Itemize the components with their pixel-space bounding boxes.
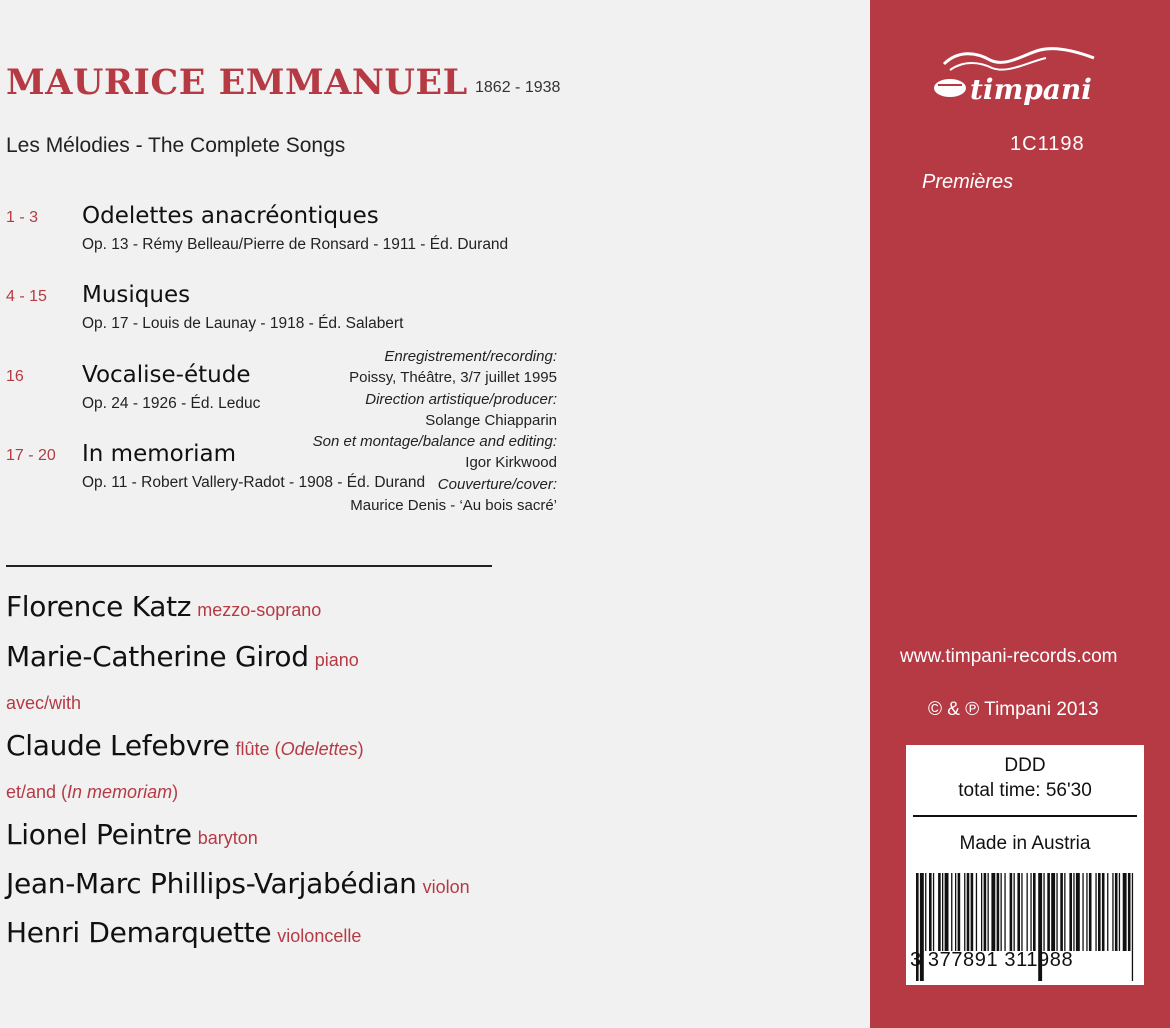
- barcode-bar: [1128, 873, 1131, 951]
- work-title: Odelettes anacréontiques: [82, 203, 379, 229]
- made-in: Made in Austria: [959, 833, 1091, 854]
- barcode-bar: [1001, 873, 1002, 951]
- performer: [6, 729, 364, 762]
- barcode-bar: [925, 873, 926, 951]
- performer-name: Claude Lefebvre: [6, 729, 230, 762]
- barcode-bar: [955, 873, 956, 951]
- timpani-logo: [928, 40, 1098, 110]
- logo-text: timpani: [970, 73, 1092, 106]
- barcode-bar: [967, 873, 970, 951]
- track-range: 16: [6, 368, 24, 385]
- performer: [6, 818, 258, 851]
- barcode-bar: [1004, 873, 1005, 951]
- work-details: Op. 24 - 1926 - Éd. Leduc: [82, 395, 261, 412]
- ddd-label: DDD: [1004, 755, 1046, 776]
- performer-name: Florence Katz: [6, 590, 192, 623]
- catalog-number: 1C1198: [1010, 133, 1085, 155]
- barcode-bar: [1086, 873, 1087, 951]
- barcode-bar: [1089, 873, 1092, 951]
- production-credits: [313, 346, 557, 516]
- composer-name: MAURICE EMMANUEL: [6, 62, 468, 103]
- performer: [6, 590, 321, 623]
- etand-work: In memoriam: [67, 782, 173, 802]
- barcode-bar: [933, 873, 934, 951]
- role-work: Odelettes: [280, 739, 358, 759]
- track-range: 17 - 20: [6, 447, 56, 464]
- performer-role: mezzo-soprano: [197, 600, 322, 620]
- barcode-bar: [1073, 873, 1074, 951]
- cover-value: Maurice Denis - ‘Au bois sacré’: [350, 497, 557, 515]
- barcode-bar: [1043, 873, 1044, 951]
- performer-name: Marie-Catherine Girod: [6, 640, 309, 673]
- barcode-bar: [951, 873, 952, 951]
- barcode-bar: [988, 873, 989, 951]
- barcode-bar: [1082, 873, 1083, 951]
- logo-swoosh-inner: [950, 58, 1046, 70]
- barcode-bar: [1010, 873, 1013, 951]
- barcode-bar: [1060, 873, 1063, 951]
- recording-value: Poissy, Théâtre, 3/7 juillet 1995: [349, 369, 557, 387]
- work-title: Vocalise-étude: [82, 362, 251, 388]
- barcode-bar: [1107, 873, 1108, 951]
- barcode-bar: [964, 873, 965, 951]
- barcode-bar: [1123, 873, 1127, 951]
- barcode-bar: [1098, 873, 1101, 951]
- barcode-bar: [976, 873, 977, 951]
- barcode-bar: [1047, 873, 1050, 951]
- barcode-bar: [1027, 873, 1028, 951]
- barcode-bar: [984, 873, 987, 951]
- performer-name: Henri Demarquette: [6, 916, 272, 949]
- barcode-bar: [1033, 873, 1036, 951]
- work-title: In memoriam: [82, 441, 237, 467]
- role-suffix: ): [357, 739, 364, 759]
- work-details: Op. 13 - Rémy Belleau/Pierre de Ronsard - 1911 - Éd. Durand: [82, 236, 509, 253]
- box-divider: [913, 815, 1137, 817]
- recording-label: Enregistrement/recording:: [384, 348, 557, 365]
- barcode-bar: [1056, 873, 1057, 951]
- performer-role: piano: [314, 650, 359, 670]
- composer-dates: 1862 - 1938: [475, 79, 561, 96]
- logo-drum-band: [938, 84, 962, 86]
- website-link[interactable]: www.timpani-records.com: [900, 646, 1118, 667]
- connector-etand: [6, 782, 178, 803]
- barcode-digits: 3 377891 311988: [910, 949, 1074, 971]
- logo-swoosh: [944, 49, 1094, 64]
- performer-role: [236, 739, 364, 759]
- performer-name: Jean-Marc Phillips-Varjabédian: [6, 867, 417, 900]
- performer-role: violoncelle: [277, 926, 362, 946]
- barcode-bar: [1021, 873, 1022, 951]
- barcode-bar: [1112, 873, 1113, 951]
- etand-prefix: et/and (: [6, 782, 68, 802]
- engineer-value: Igor Kirkwood: [465, 454, 557, 472]
- producer-value: Solange Chiapparin: [425, 411, 557, 429]
- logo-drum: [934, 79, 966, 97]
- performer: [6, 867, 470, 900]
- track-range: 1 - 3: [6, 209, 39, 226]
- barcode-bar: [929, 873, 932, 951]
- copyright: © & ℗ Timpani 2013: [928, 699, 1099, 720]
- performer: [6, 916, 361, 949]
- cover-label: Couverture/cover:: [437, 475, 557, 493]
- track-range: 4 - 15: [6, 288, 47, 305]
- performer-role: violon: [422, 877, 470, 897]
- barcode-bar: [971, 873, 974, 951]
- barcode-bar: [991, 873, 995, 951]
- barcode-bar: [945, 873, 949, 951]
- barcode-bar: [1102, 873, 1105, 951]
- barcode-bar: [1069, 873, 1072, 951]
- work-title: Musiques: [82, 282, 191, 308]
- barcode-bar: [997, 873, 1000, 951]
- barcode-bar: [1115, 873, 1118, 951]
- premieres-label: Premières: [922, 171, 1014, 193]
- performer-role: baryton: [197, 828, 258, 848]
- barcode-bar: [1051, 873, 1055, 951]
- album-subtitle: Les Mélodies - The Complete Songs: [6, 134, 346, 157]
- work-details: Op. 11 - Robert Vallery-Radot - 1908 - Éd. Durand: [82, 474, 426, 491]
- performer: [6, 640, 359, 673]
- barcode-bar: [942, 873, 943, 951]
- info-box: [906, 745, 1144, 985]
- producer-label: Direction artistique/producer:: [365, 390, 557, 408]
- barcode-bar: [938, 873, 941, 951]
- role-prefix: flûte (: [235, 739, 281, 759]
- barcode-bar: [1017, 873, 1020, 951]
- barcode-bar: [958, 873, 961, 951]
- barcode-bar: [1119, 873, 1120, 951]
- barcode-bar: [1014, 873, 1015, 951]
- performer-name: Lionel Peintre: [6, 818, 192, 851]
- barcode-bar: [1030, 873, 1031, 951]
- work-details: Op. 17 - Louis de Launay - 1918 - Éd. Salabert: [82, 315, 404, 332]
- divider: [6, 565, 492, 567]
- barcode-bar: [1064, 873, 1065, 951]
- barcode-bar: [1076, 873, 1080, 951]
- barcode-bar: [1095, 873, 1096, 951]
- engineer-label: Son et montage/balance and editing:: [312, 433, 557, 451]
- total-time: total time: 56'30: [958, 780, 1092, 801]
- barcode-bar: [981, 873, 982, 951]
- connector-avec: avec/with: [6, 693, 82, 713]
- etand-suffix: ): [172, 782, 179, 802]
